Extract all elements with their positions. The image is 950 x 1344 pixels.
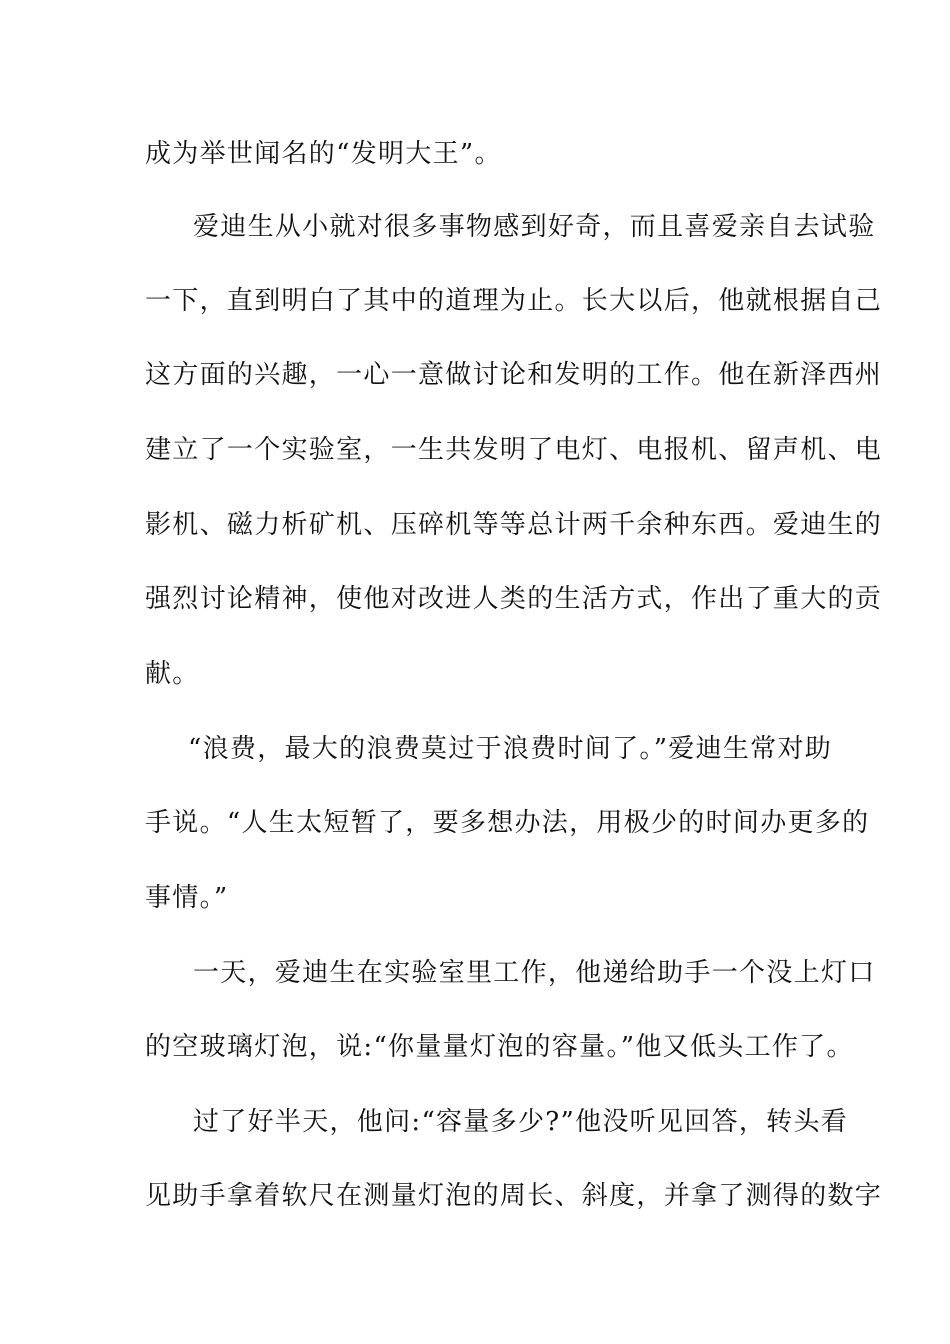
text-line: 一下，直到明白了其中的道理为止。长大以后，他就根据自己 xyxy=(145,286,883,316)
paragraph-first-line: “浪费，最大的浪费莫过于浪费时间了。”爱迪生常对助 xyxy=(188,734,833,764)
text-line: 手说。“人生太短暂了，要多想办法，用极少的时间办更多的 xyxy=(145,808,870,838)
paragraph-first-line: 一天，爱迪生在实验室里工作，他递给助手一个没上灯口 xyxy=(193,958,876,988)
text-line: 成为举世闻名的“发明大王”。 xyxy=(145,139,502,169)
text-line: 建立了一个实验室，一生共发明了电灯、电报机、留声机、电 xyxy=(145,435,883,465)
text-line: 这方面的兴趣，一心一意做讨论和发明的工作。他在新泽西州 xyxy=(145,360,883,390)
text-line: 见助手拿着软尺在测量灯泡的周长、斜度，并拿了测得的数字 xyxy=(145,1181,883,1211)
text-line: 献。 xyxy=(145,659,200,689)
text-line: 影机、磁力析矿机、压碎机等等总计两千余种东西。爱迪生的 xyxy=(145,510,883,540)
text-line: 的空玻璃灯泡，说:“你量量灯泡的容量。”他又低头工作了。 xyxy=(145,1032,854,1062)
text-line: 强烈讨论精神，使他对改进人类的生活方式，作出了重大的贡 xyxy=(145,584,883,614)
text-line: 事情。” xyxy=(145,883,229,913)
paragraph-first-line: 过了好半天，他问:“容量多少?”他没听见回答，转头看 xyxy=(193,1107,849,1137)
paragraph-first-line: 爱迪生从小就对很多事物感到好奇，而且喜爱亲自去试验 xyxy=(193,212,876,242)
